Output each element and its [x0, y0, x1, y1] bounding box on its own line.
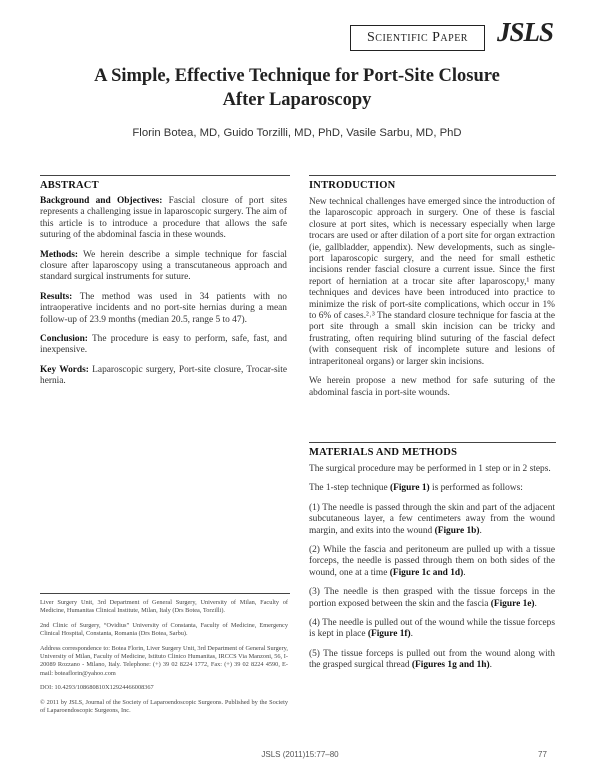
introduction-paragraph-2: We herein propose a new method for safe suturing of the abdominal fascia in port-site wounds. [309, 376, 555, 398]
methods-heading: MATERIALS AND METHODS [309, 447, 458, 458]
abstract-top-rule [40, 175, 290, 176]
footnote-doi: DOI: 10.4293/108680810X12924466008367 [40, 684, 154, 692]
introduction-paragraph-1: New technical challenges have emerged since the introduction of the laparoscopic approach in surgery. One of these is fascial closure at port sites, which is necessary especially when large trocars are used or after dilation of a port site for organ extraction (ie, gallbladder, appendix). New developments, such as single-port laparoscopic surgery, and the need for small esthetic incisions render fascial closure a current issue. Since the first report of herniation at a trocar site after laparoscopy,¹ many techniques and devices have been introduced into practice to minimize the risk of port-site complications, which occur in 1% to 6% of cases.²˒³ The standard closure technique for fascia at the port site through a small skin incision can be tricky and frustrating, often requiring blind suturing of the fascial defect (with consequent risk of incomplete suture and lesions of intraperitoneal organs) or larger skin incisions. [309, 197, 555, 367]
method-step-5: (5) The tissue forceps is pulled out from the wound along with the grasped surgical thread (Figures 1g and 1h). [309, 648, 555, 671]
author-list: Florin Botea, MD, Guido Torzilli, MD, PhD, Vasile Sarbu, MD, PhD [132, 127, 462, 139]
figure-reference[interactable]: (Figures 1g and 1h) [411, 660, 490, 671]
footnotes [40, 599, 288, 721]
abstract-methods: Methods: We herein describe a simple technique for fascial closure after laparoscopy using a transcutaneous approach and standard surgical instruments for suture. [40, 249, 287, 283]
abstract-results: Results: The method was used in 34 patients with no intraoperative incidents and no port-site hernias during a mean follow-up of 23.9 months (median 20.5, range 5 to 47). [40, 291, 287, 325]
footnote-copyright: © 2011 by JSLS, Journal of the Society of Laparoendoscopic Surgeons. Published by the Society of Laparoendoscopic Surgeons, Inc. [40, 698, 288, 715]
abstract-conclusion: Conclusion: The procedure is easy to perform, safe, fast, and inexpensive. [40, 334, 287, 356]
title-line-2: After Laparoscopy [222, 90, 372, 110]
method-step-3: (3) The needle is then grasped with the tissue forceps in the portion exposed between the skin and the fascia (Figure 1e). [309, 587, 555, 609]
methods-top-rule [309, 442, 556, 443]
abstract-heading: ABSTRACT [40, 180, 99, 191]
title-line-1: A Simple, Effective Technique for Port-Site Closure [94, 66, 500, 86]
introduction-body [309, 197, 555, 407]
method-step-2: (2) While the fascia and peritoneum are pulled up with a tissue forceps, the needle is passed through them on both sides of the wound, one at a time (Figure 1c and 1d). [309, 545, 555, 578]
method-step-1: (1) The needle is passed through the skin and part of the adjacent subcutaneous layer, a few centimeters away from the wound margin, and exits into the wound (Figure 1b). [309, 502, 555, 536]
page-number: 77 [538, 750, 547, 759]
footnote-correspondence: Address correspondence to: Botea Florin, Liver Surgery Unit, 3rd Department of General Surgery, University of Milan, Faculty of Medicine, Istituto Clinico Humanitas, IRCCS Via Manzoni, 56, I-20089 Rozzano - Milano, Italy. Telephone: (+) 39 02 8224 1772, Fax: (+) 39 02 8224 4590, E-mail: boteaflorin@yahoo.com [40, 644, 288, 677]
introduction-heading: INTRODUCTION [309, 180, 396, 191]
figure-reference[interactable]: (Figure 1c and 1d) [389, 567, 464, 578]
abstract-background: Background and Objectives: Fascial closure of port sites represents a challenging issue in laparoscopic surgery. The aim of this article is to introduce a procedure that allows the safe suturing of the abdominal fascia in these wounds. [40, 196, 287, 241]
method-step-4: (4) The needle is pulled out of the wound while the tissue forceps is kept in place (Figure 1f). [309, 618, 555, 640]
figure-reference[interactable]: (Figure 1) [389, 483, 430, 494]
article-title [40, 64, 554, 112]
journal-logo: JSLS [497, 17, 554, 47]
footnote-affiliation-2: 2nd Clinic of Surgery, “Ovidius” University of Constanta, Faculty of Medicine, Emergency Clinical Hospital, Constanta, Romania (Drs Botea, Sarbu). [40, 621, 288, 638]
figure-reference[interactable]: (Figure 1f) [367, 629, 411, 640]
footnote-affiliation-1: Liver Surgery Unit, 3rd Department of General Surgery, University of Milan, Faculty of Medicine, Humanitas Clinical Institute, Milan, Italy (Drs Botea, Torzilli). [40, 599, 288, 615]
abstract-keywords: Key Words: Laparoscopic surgery, Port-site closure, Trocar-site hernia. [40, 364, 287, 387]
footnote-rule [40, 593, 290, 594]
journal-citation: JSLS (2011)15:77–80 [261, 750, 339, 759]
methods-paragraph-2: The 1-step technique (Figure 1) is performed as follows: [309, 483, 523, 494]
figure-reference[interactable]: (Figure 1b) [434, 525, 480, 536]
introduction-top-rule [309, 175, 556, 176]
abstract-body [40, 196, 287, 396]
methods-body [309, 464, 555, 680]
figure-reference[interactable]: (Figure 1e) [490, 598, 535, 609]
section-label: Scientific Paper [350, 25, 485, 51]
methods-paragraph-1: The surgical procedure may be performed in 1 step or in 2 steps. [309, 464, 551, 474]
